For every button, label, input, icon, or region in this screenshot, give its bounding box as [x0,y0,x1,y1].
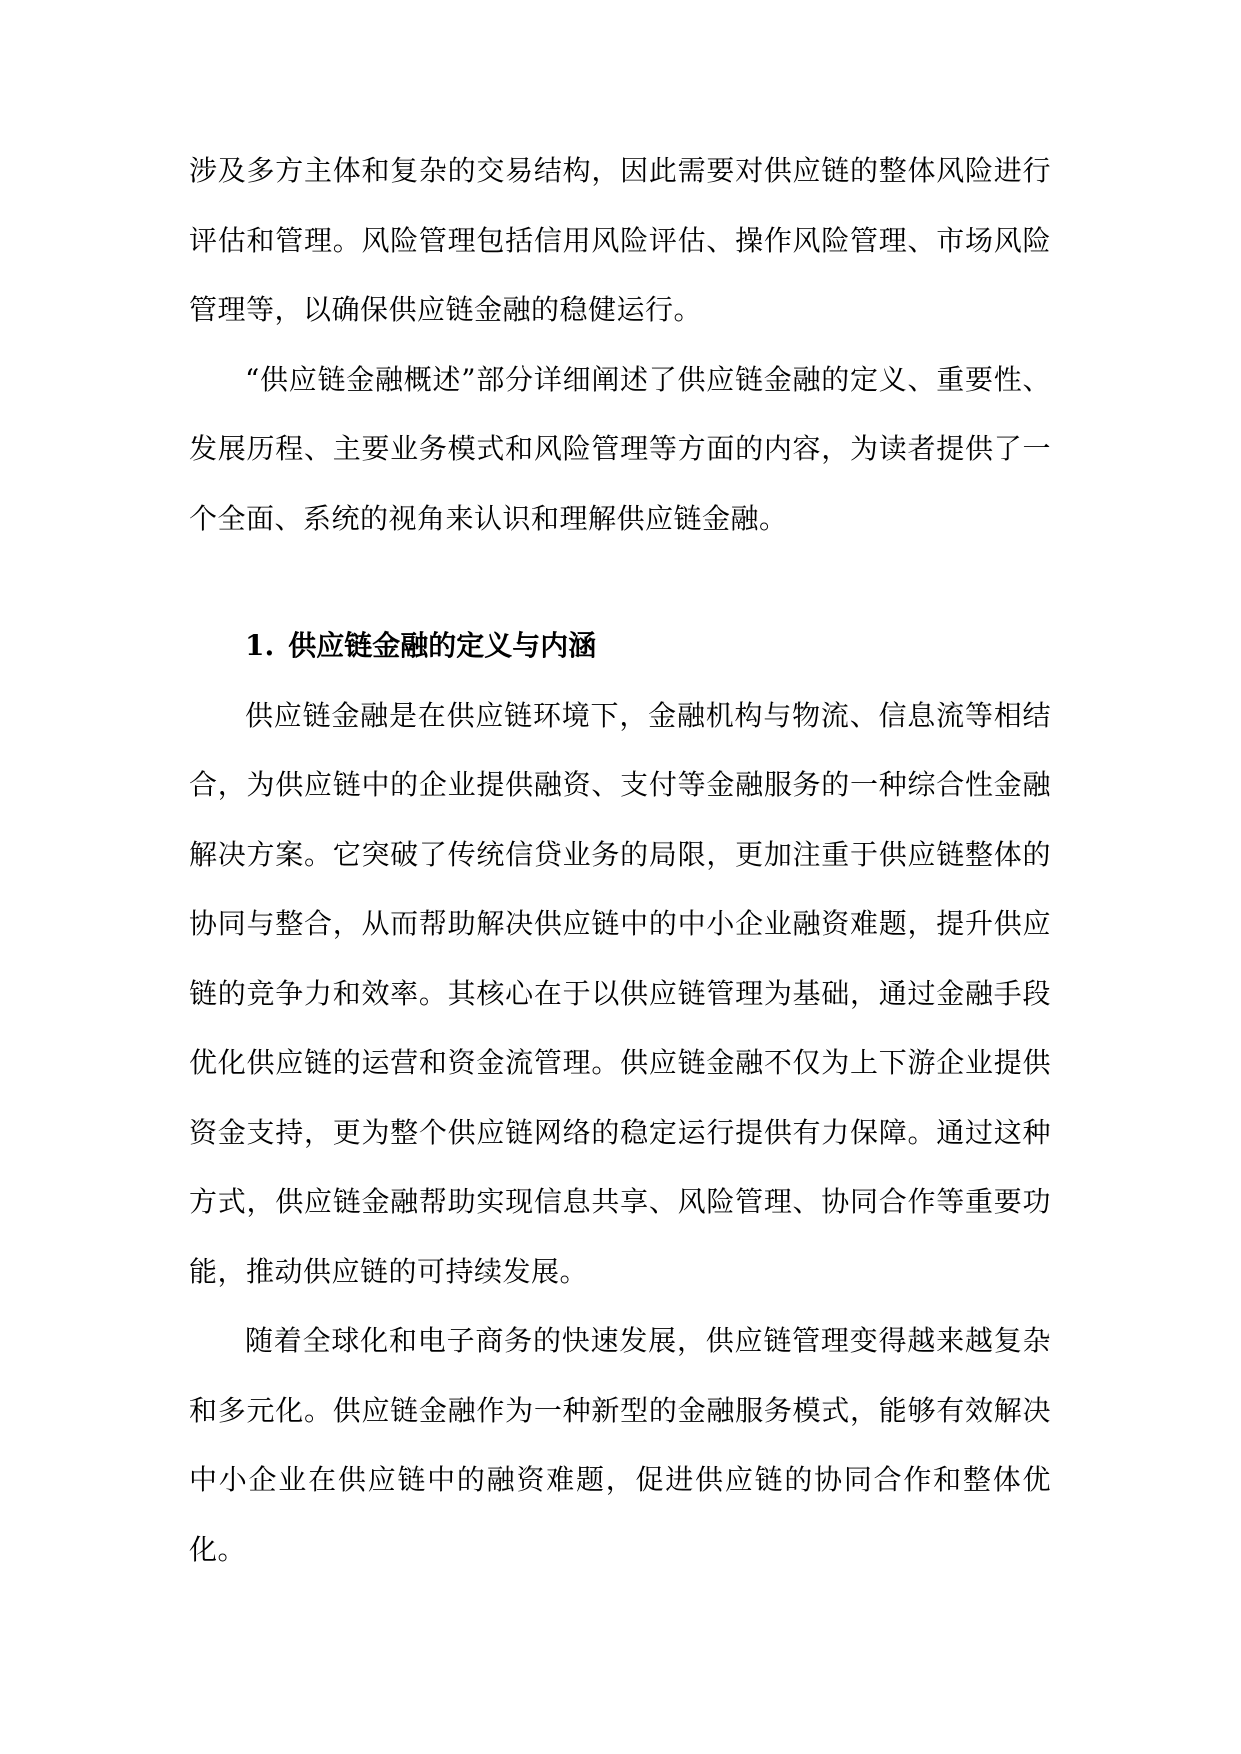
paragraph-definition: 供应链金融是在供应链环境下，金融机构与物流、信息流等相结合，为供应链中的企业提供融资、支付等金融服务的一种综合性金融解决方案。它突破了传统信贷业务的局限，更加注重于供应链整体的协同与整合，从而帮助解决供应链中的中小企业融资难题，提升供应链的竞争力和效率。其核心在于以供应链管理为基础，通过金融手段优化供应链的运营和资金流管理。供应链金融不仅为上下游企业提供资金支持，更为整个供应链网络的稳定运行提供有力保障。通过这种方式，供应链金融帮助实现信息共享、风险管理、协同合作等重要功能，推动供应链的可持续发展。 [189,698,1051,1288]
section-heading [189,611,1051,681]
section-heading-number: 1. [245,629,275,662]
section-heading-title: 供应链金融的定义与内涵 [288,629,597,662]
paragraph-risk-management-continued: 涉及多方主体和复杂的交易结构，因此需要对供应链的整体风险进行评估和管理。风险管理包括信用风险评估、操作风险管理、市场风险管理等，以确保供应链金融的稳健运行。 [189,154,1051,326]
document-body [189,136,1051,1584]
paragraph-overview-summary: “供应链金融概述”部分详细阐述了供应链金融的定义、重要性、发展历程、主要业务模式和风险管理等方面的内容，为读者提供了一个全面、系统的视角来认识和理解供应链金融。 [189,362,1051,535]
paragraph-globalization: 随着全球化和电子商务的快速发展，供应链管理变得越来越复杂和多元化。供应链金融作为一种新型的金融服务模式，能够有效解决中小企业在供应链中的融资难题，促进供应链的协同合作和整体优化。 [189,1324,1051,1566]
